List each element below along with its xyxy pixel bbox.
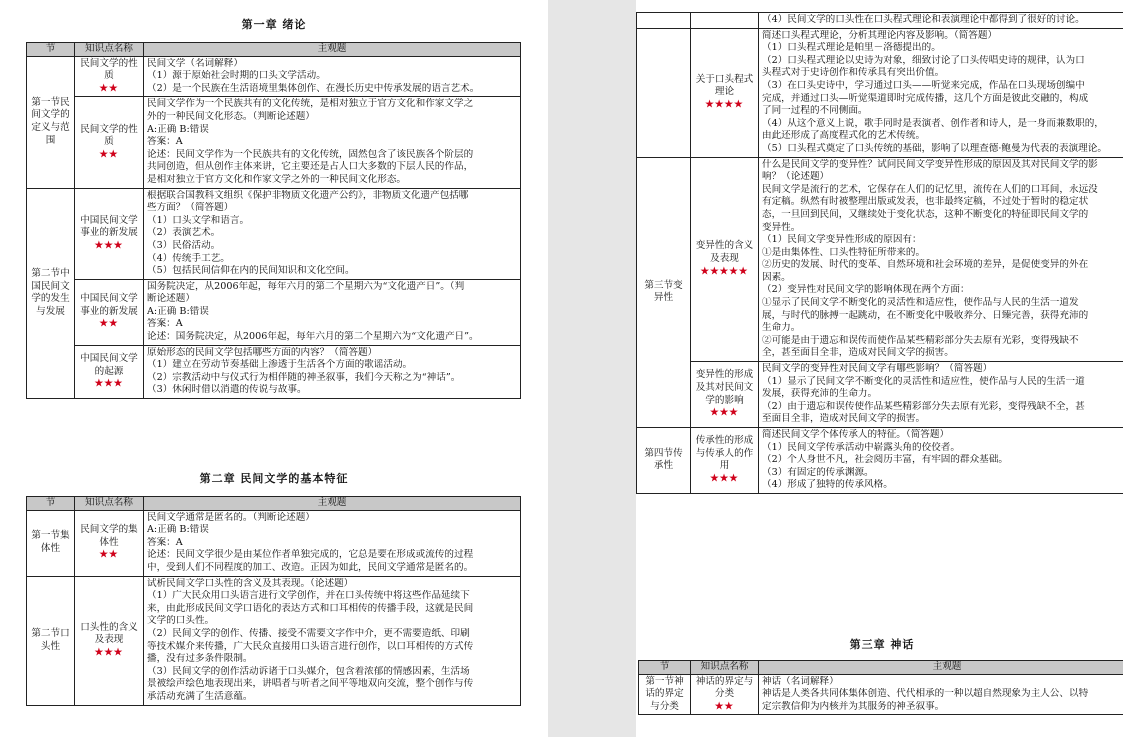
text-line: ②可能是由于遗忘和误传而使作品某些精彩部分失去原有光彩，变得残缺不 bbox=[762, 334, 1079, 346]
question-cell bbox=[759, 428, 1123, 494]
star-rating: ★★★ bbox=[710, 407, 739, 419]
text-line: 简述民间文学个体传承人的特征。（简答题） bbox=[762, 429, 950, 440]
section-cell: 第一节神话的界定与分类 bbox=[639, 674, 691, 715]
kp-cell bbox=[75, 279, 144, 345]
section-cell: 第四节传承性 bbox=[637, 428, 691, 494]
col-header-section: 节 bbox=[27, 497, 75, 511]
text-line: （2）个人身世不凡，社会阅历丰富，有牢固的群众基础。 bbox=[762, 454, 1008, 466]
kp-label: 关于口头程式理论 bbox=[695, 73, 754, 98]
kp-cell bbox=[75, 97, 144, 188]
text-line: 民间文学通常是匿名的。（判断论述题） bbox=[147, 511, 315, 523]
chapter2-title: 第二章 民间文学的基本特征 bbox=[199, 472, 349, 485]
text-line: 文学的口头性。 bbox=[147, 615, 215, 627]
question-cell bbox=[144, 188, 521, 279]
text-line: 神话（名词解释） bbox=[762, 675, 839, 687]
question-cell bbox=[144, 279, 521, 345]
kp-cell bbox=[691, 157, 759, 362]
text-line: 国务院决定，从2006年起，每年六月的第二个星期六为“文化遗产日”。（判 bbox=[147, 280, 465, 292]
text-line: （2）变异性对民间文学的影响体现在两个方面： bbox=[762, 284, 970, 296]
text-line: 原始形态的民间文学包括哪些方面的内容？（简答题） bbox=[147, 346, 378, 358]
table-row bbox=[27, 576, 521, 705]
kp-label: 中国民间文学事业的新发展 bbox=[80, 214, 138, 239]
section-cell: 第二节中国民间文学的发生与发展 bbox=[27, 188, 75, 399]
text-line: （3）休闲时借以消遣的传说与故事。 bbox=[147, 384, 307, 396]
text-line: （3）民间文学的创作活动诉诸于口头媒介，包含着浓郁的情感因素，生活场 bbox=[147, 665, 470, 677]
question-cell bbox=[144, 510, 521, 576]
text-line: 生命力。 bbox=[762, 322, 801, 334]
star-rating: ★★ bbox=[99, 318, 119, 330]
left-page bbox=[0, 0, 548, 737]
section-cell: 第一节民间文学的定义与范围 bbox=[27, 56, 75, 188]
col-header-section: 节 bbox=[639, 661, 691, 675]
text-line: 景被绘声绘色地表现出来，讲唱者与听者之间平等地双向交流，整个创作与传 bbox=[147, 678, 474, 690]
text-line: 答案：A bbox=[147, 136, 183, 148]
text-line: （3）在口头史诗中，学习通过口头——听觉来完成，作品在口头现场创编中 bbox=[762, 79, 1085, 91]
kp-label: 民间文学的性质 bbox=[80, 123, 138, 148]
text-line: ①显示了民间文学不断变化的灵活性和适应性，使作品与人民的生活一道发 bbox=[762, 297, 1079, 309]
kp-label: 神话的界定与分类 bbox=[695, 675, 754, 700]
chapter2-table-continued bbox=[636, 12, 1123, 494]
text-line: 等技术媒介来传播，广大民众直接用口头语言进行创作，以口耳相传的方式传 bbox=[147, 640, 474, 652]
kp-label: 民间文学的集体性 bbox=[80, 524, 138, 548]
text-line: （1）广大民众用口头语言进行文学创作，并在口头传统中将这些作品延续下 bbox=[147, 590, 470, 602]
text-line: （4）传统手工艺。 bbox=[147, 252, 230, 264]
text-line: （4）民间文学的口头性在口头程式理论和表演理论中都得到了很好的讨论。 bbox=[762, 14, 1085, 25]
text-line: 有定稿。纵然有时被整理出版或发表，也非最终定稿，不过处于暂时的稳定状 bbox=[762, 196, 1089, 208]
kp-cell bbox=[691, 13, 759, 29]
kp-cell bbox=[75, 510, 144, 576]
col-header-question: 主观题 bbox=[144, 497, 521, 511]
text-line: 至面目全非，造成对民间文学的损害。 bbox=[762, 413, 926, 425]
star-rating: ★★★ bbox=[94, 239, 124, 251]
text-line: 论述：民间文学很少是由某位作者单独完成的，它总是要在形成或流传的过程 bbox=[147, 549, 474, 561]
text-line: （4）形成了独特的传承风格。 bbox=[762, 479, 893, 491]
text-line: （2）表演艺术。 bbox=[147, 227, 221, 239]
star-rating: ★★★★ bbox=[705, 98, 744, 110]
table-row bbox=[27, 56, 521, 97]
table-row bbox=[637, 28, 1123, 157]
kp-cell bbox=[691, 674, 759, 715]
text-line: 来，由此形成民间文学口语化的表达方式和口耳相传的传播手段，这就是民间 bbox=[147, 602, 474, 614]
chapter1-title: 第一章 绪论 bbox=[241, 18, 307, 31]
chapter1-table bbox=[26, 42, 521, 399]
text-line: （2）是一个民族在生活语境里集体创作、在漫长历史中传承发展的语言艺术。 bbox=[147, 82, 480, 94]
text-line: 了同一过程的不同侧面。 bbox=[762, 105, 868, 117]
text-line: 些方面？（简答题） bbox=[147, 202, 234, 214]
text-line: （1）建立在劳动节奏基础上渗透于生活各个方面的歌谣活动。 bbox=[147, 359, 413, 371]
star-rating: ★★★ bbox=[94, 378, 124, 390]
right-page bbox=[636, 0, 1123, 737]
kp-label: 变异性的形成及其对民间文学的影响 bbox=[695, 369, 754, 406]
text-line: 播，没有过多条件限制。 bbox=[147, 653, 253, 665]
text-line: 展，与时代的脉搏一起跳动，在不断变化中吸收养分、日臻完善，获得充沛的 bbox=[762, 309, 1089, 321]
text-line: 民间文学的变异性对民间文学有哪些影响？（简答题） bbox=[762, 363, 993, 375]
kp-cell bbox=[75, 56, 144, 97]
star-rating: ★★ bbox=[99, 549, 119, 561]
section-cell: 第三节变异性 bbox=[637, 157, 691, 427]
text-line: 试析民间文学口头性的含义及其表现。（论述题） bbox=[147, 577, 354, 589]
text-line: 共同创造，但从创作主体来讲，它主要还是占人口大多数的下层人民的作品， bbox=[147, 161, 474, 173]
star-rating: ★★★ bbox=[710, 473, 739, 485]
kp-label: 民间文学的性质 bbox=[80, 57, 138, 82]
col-header-kp: 知识点名称 bbox=[75, 497, 144, 511]
kp-label: 口头性的含义及表现 bbox=[80, 621, 138, 646]
question-cell bbox=[759, 28, 1123, 157]
table-row bbox=[27, 510, 521, 576]
section-cell bbox=[637, 28, 691, 157]
table-row bbox=[27, 345, 521, 398]
text-line: A:正确 B:错误 bbox=[147, 305, 209, 317]
text-line: 发展，获得充沛的生命力。 bbox=[762, 388, 878, 400]
text-line: 答案：A bbox=[147, 318, 183, 330]
text-line: 中，受到人们不同程度的加工、改造。正因为如此，民间文学通常是匿名的。 bbox=[147, 561, 474, 573]
kp-cell bbox=[691, 28, 759, 157]
question-cell bbox=[144, 56, 521, 97]
text-line: 民间文学（名词解释） bbox=[147, 57, 243, 69]
text-line: 态，一旦回到民间，又继续处于变化状态，这种不断变化的特征即民间文学的 bbox=[762, 208, 1089, 220]
text-line: （2）宗教活动中与仪式行为相伴随的神圣叙事，我们今天称之为“神话”。 bbox=[147, 371, 461, 383]
text-line: 承活动充满了生活意蕴。 bbox=[147, 690, 253, 702]
table-row bbox=[637, 13, 1123, 29]
col-header-question: 主观题 bbox=[144, 43, 521, 57]
text-line: 民间文学是流行的艺术，它保存在人们的记忆里，流传在人们的口耳间，永远没 bbox=[762, 183, 1098, 195]
question-cell bbox=[144, 97, 521, 188]
text-line: 答案：A bbox=[147, 536, 183, 548]
text-line: 简述口头程式理论，分析其理论内容及影响。（简答题） bbox=[762, 29, 998, 41]
text-line: （1）显示了民间文学不断变化的灵活性和适应性，使作品与人民的生活一道 bbox=[762, 375, 1085, 387]
text-line: A:正确 B:错误 bbox=[147, 524, 209, 536]
star-rating: ★★★ bbox=[94, 646, 124, 658]
col-header-section: 节 bbox=[27, 43, 75, 57]
text-line: 变异性。 bbox=[762, 221, 801, 233]
question-cell bbox=[759, 13, 1123, 29]
text-line: （1）口头文学和语言。 bbox=[147, 214, 250, 226]
col-header-question: 主观题 bbox=[759, 661, 1123, 675]
col-header-kp: 知识点名称 bbox=[691, 661, 759, 675]
question-cell bbox=[144, 576, 521, 705]
section-cell: 第二节口头性 bbox=[27, 576, 75, 705]
text-line: 定宗教信仰为内核并为其服务的神圣叙事。 bbox=[762, 700, 945, 712]
text-line: 头程式对于史诗创作和传承具有突出价值。 bbox=[762, 67, 945, 79]
text-line: （5）包括民间信仰在内的民间知识和文化空间。 bbox=[147, 265, 355, 277]
text-line: 断论述题） bbox=[147, 293, 195, 305]
text-line: （2）口头程式理论以史诗为对象，细致讨论了口头传唱史诗的规律，认为口 bbox=[762, 54, 1085, 66]
question-cell bbox=[144, 345, 521, 398]
text-line: 完成，并通过口头—听觉渠道即时完成传播，这几个方面是彼此交融的，构成 bbox=[762, 92, 1089, 104]
text-line: 响？（论述题） bbox=[762, 171, 830, 183]
star-rating: ★★ bbox=[99, 148, 119, 160]
kp-cell bbox=[75, 345, 144, 398]
text-line: 论述：国务院决定，从2006年起，每年六月的第二个星期六为“文化遗产日”。 bbox=[147, 331, 479, 343]
kp-label: 传承性的形成与传承人的作用 bbox=[695, 435, 754, 472]
kp-label: 中国民间文学事业的新发展 bbox=[80, 293, 138, 317]
text-line: 神话是人类各共同体集体创造、代代相承的一种以超自然现象为主人公、以特 bbox=[762, 688, 1089, 700]
table-row bbox=[27, 279, 521, 345]
text-line: （2）民间文学的创作、传播、接受不需要文字作中介，更不需要造纸、印刷 bbox=[147, 627, 470, 639]
text-line: 论述：民间文学作为一个民族共有的文化传统，固然包含了该民族各个阶层的 bbox=[147, 148, 474, 160]
text-line: 全，甚至面目全非，造成对民间文学的损害。 bbox=[762, 347, 954, 359]
table-row bbox=[639, 674, 1123, 715]
kp-cell bbox=[691, 362, 759, 428]
text-line: （3）有固定的传承渊源。 bbox=[762, 466, 874, 478]
text-line: （1）源于原始社会时期的口头文学活动。 bbox=[147, 70, 326, 82]
col-header-kp: 知识点名称 bbox=[75, 43, 144, 57]
table-row bbox=[27, 188, 521, 279]
kp-label: 变异性的含义及表现 bbox=[695, 240, 754, 264]
kp-cell bbox=[691, 428, 759, 494]
table-row bbox=[637, 362, 1123, 428]
question-cell bbox=[759, 362, 1123, 428]
text-line: （1）民间文学传承活动中崭露头角的佼佼者。 bbox=[762, 441, 960, 453]
text-line: （2）由于遗忘和误传使作品某些精彩部分失去原有光彩，变得残缺不全，甚 bbox=[762, 400, 1085, 412]
table-row bbox=[637, 428, 1123, 494]
text-line: 外的一种民间文化形态。（判断论述题） bbox=[147, 110, 315, 122]
text-line: ②历史的发展、时代的变革、自然环境和社会环境的差异，是促使变异的外在 bbox=[762, 259, 1089, 271]
text-line: 由此还形成了高度程式化的艺术传统。 bbox=[762, 130, 926, 142]
text-line: 什么是民间文学的变异性？试问民间文学变异性形成的原因及其对民间文学的影 bbox=[762, 158, 1098, 170]
kp-label: 中国民间文学的起源 bbox=[80, 352, 138, 377]
text-line: 根据联合国教科文组织《保护非物质文化遗产公约》，非物质文化遗产包括哪 bbox=[147, 189, 469, 201]
section-cell: 第一节集体性 bbox=[27, 510, 75, 576]
chapter3-title: 第三章 神话 bbox=[849, 638, 915, 651]
text-line: A:正确 B:错误 bbox=[147, 123, 209, 135]
kp-cell bbox=[75, 188, 144, 279]
text-line: （5）口头程式奠定了口头传统的基础，影响了以理查德·鲍曼为代表的表演理论。 bbox=[762, 142, 1107, 154]
question-cell bbox=[759, 157, 1123, 362]
text-line: （1）民间文学变异性形成的原因有： bbox=[762, 234, 922, 246]
table-row bbox=[637, 157, 1123, 362]
star-rating: ★★ bbox=[99, 82, 119, 94]
table-row bbox=[27, 97, 521, 188]
chapter3-table bbox=[638, 660, 1123, 715]
text-line: 是相对独立于官方文化和作家文学之外的一种民间文化形态。 bbox=[147, 173, 407, 185]
chapter2-table bbox=[26, 496, 521, 706]
star-rating: ★★★★★ bbox=[700, 265, 749, 277]
text-line: ①是由集体性、口头性特征所带来的。 bbox=[762, 246, 926, 258]
text-line: 民间文学作为一个民族共有的文化传统，是相对独立于官方文化和作家文学之 bbox=[147, 98, 474, 110]
text-line: 因素。 bbox=[762, 271, 791, 283]
question-cell bbox=[759, 674, 1123, 715]
kp-cell bbox=[75, 576, 144, 705]
star-rating: ★★ bbox=[714, 700, 735, 712]
text-line: （3）民俗活动。 bbox=[147, 239, 221, 251]
text-line: （1）口头程式理论是帕里－洛德提出的。 bbox=[762, 42, 941, 54]
text-line: （4）从这个意义上说，歌手同时是表演者、创作者和诗人，是一身而兼数职的， bbox=[762, 117, 1104, 129]
section-cell bbox=[637, 13, 691, 29]
